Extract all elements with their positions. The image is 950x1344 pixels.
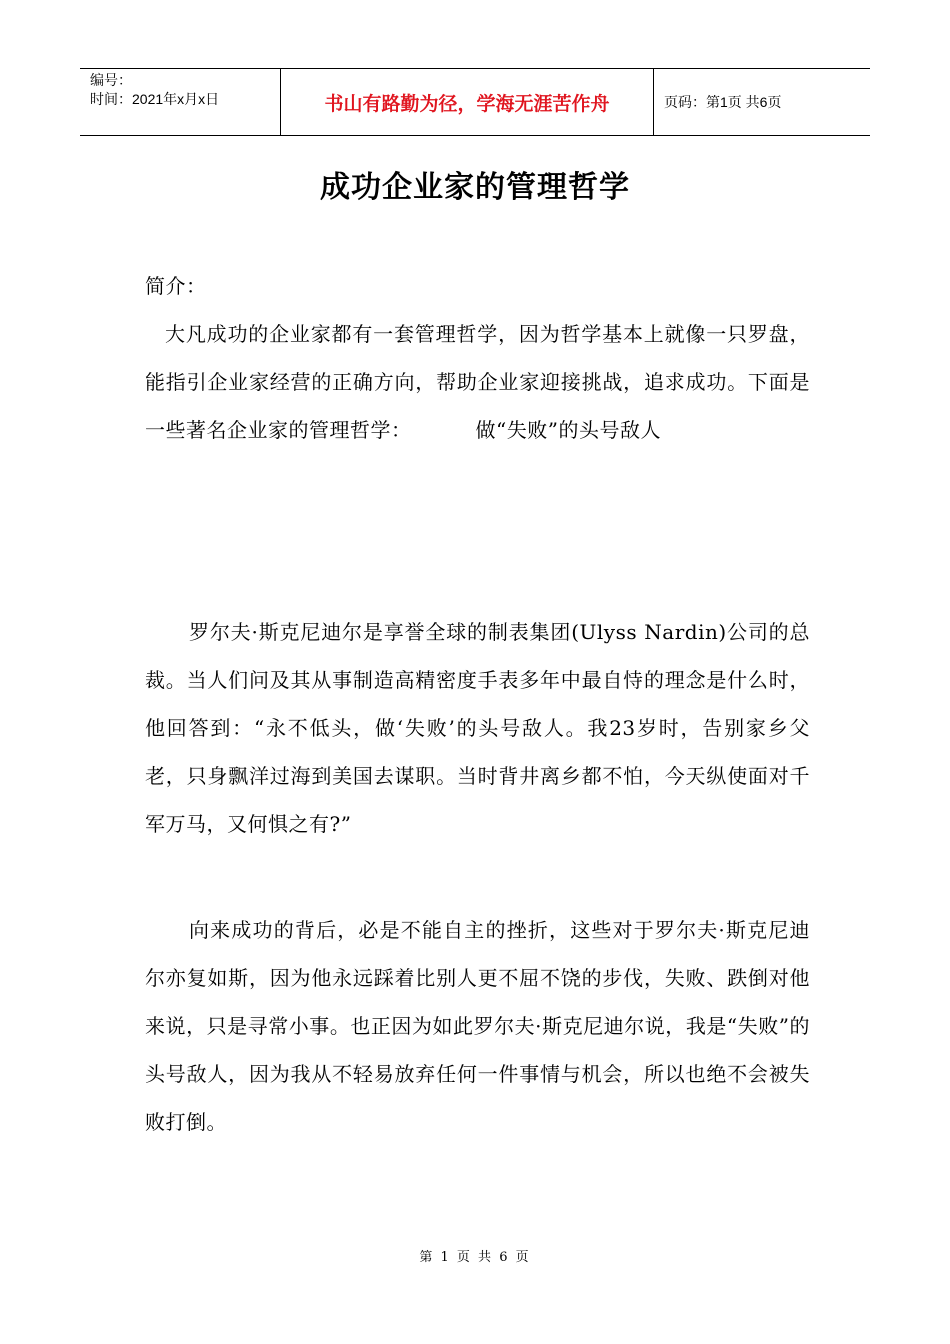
document-title: 成功企业家的管理哲学 <box>320 170 630 205</box>
intro-text: 大凡成功的企业家都有一套管理哲学，因为哲学基本上就像一只罗盘，能指引企业家经营的正确方向，帮助企业家迎接挑战，追求成功。下面是一些著名企业家的管理哲学： <box>145 322 810 442</box>
body-paragraph: 罗尔夫·斯克尼迪尔是享誉全球的制表集团(Ulyss Nardin)公司的总裁。当人们问及其从事制造高精密度手表多年中最自恃的理念是什么时，他回答到：“永不低头，做‘失败’的头号敌人。我23岁时，告别家乡父老，只身飘洋过海到美国去谋职。当时背井离乡都不怕，今天纵使面对千军万马，又何惧之有?” <box>145 620 810 836</box>
header-motto: 书山有路勤为径，学海无涯苦作舟 <box>281 69 654 135</box>
intro-paragraph <box>145 310 810 454</box>
intro-label: 简介： <box>145 274 207 298</box>
header-page-number: 页码：第1页 共6页 <box>664 94 782 110</box>
document-number: 编号： <box>90 72 132 88</box>
page-footer: 第 1 页 共 6 页 <box>419 1250 531 1265</box>
section-heading: 做“失败”的头号敌人 <box>475 418 661 442</box>
header-meta <box>80 69 281 135</box>
body-paragraph: 向来成功的背后，必是不能自主的挫折，这些对于罗尔夫·斯克尼迪尔亦复如斯，因为他永远踩着比别人更不屈不饶的步伐，失败、跌倒对他来说，只是寻常小事。也正因为如此罗尔夫·斯克尼迪尔说，我是“失败”的头号敌人，因为我从不轻易放弃任何一件事情与机会，所以也绝不会被失败打倒。 <box>145 918 810 1134</box>
page-header <box>80 68 870 136</box>
document-date: 时间：2021年x月x日 <box>90 91 220 107</box>
